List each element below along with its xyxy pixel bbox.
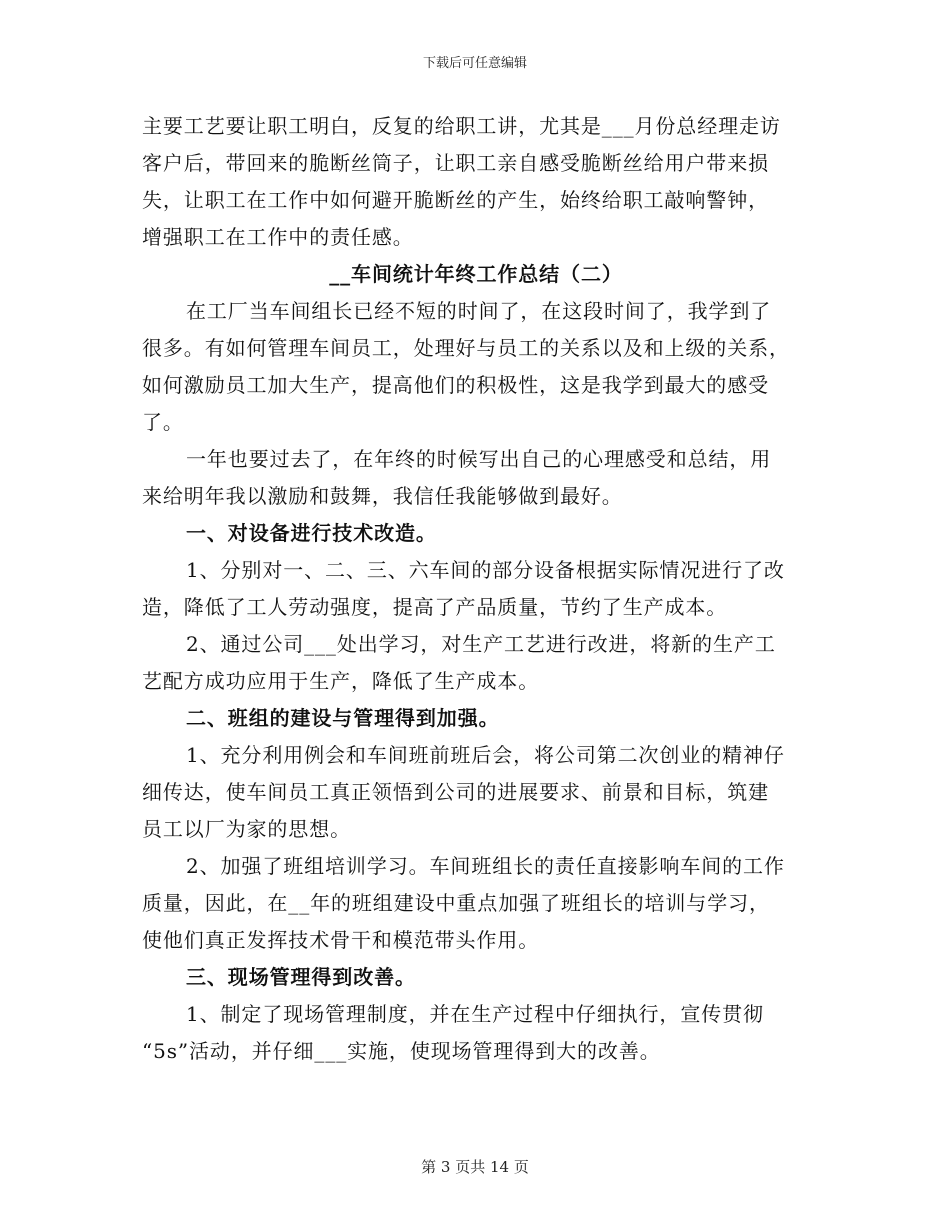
- text-line: 1、制定了现场管理制度，并在生产过程中仔细执行，宣传贯彻: [186, 1002, 764, 1026]
- text-line: 了。: [142, 410, 184, 434]
- text-line: 艺配方成功应用于生产，降低了生产成本。: [142, 669, 540, 693]
- text-line: 造，降低了工人劳动强度，提高了产品质量，节约了生产成本。: [142, 595, 728, 619]
- section-heading: 三、现场管理得到改善。: [186, 965, 416, 989]
- text-line: 2、加强了班组培训学习。车间班组长的责任直接影响车间的工作: [186, 854, 785, 878]
- page-footer: 第 3 页共 14 页: [421, 1158, 529, 1176]
- text-line: 1、充分利用例会和车间班前班后会，将公司第二次创业的精神仔: [186, 743, 785, 767]
- section-title: __车间统计年终工作总结（二）: [329, 262, 623, 286]
- text-line: 1、分别对一、二、三、六车间的部分设备根据实际情况进行了改: [186, 558, 785, 582]
- document-body: [142, 108, 810, 1070]
- text-line: 主要工艺要让职工明白，反复的给职工讲，尤其是___月份总经理走访: [142, 114, 781, 138]
- text-line: 一年也要过去了，在年终的时候写出自己的心理感受和总结，用: [186, 447, 772, 471]
- section-heading: 二、班组的建设与管理得到加强。: [186, 706, 500, 730]
- text-line: 使他们真正发挥技术骨干和模范带头作用。: [142, 928, 540, 952]
- text-line: “5s”活动，并仔细___实施，使现场管理得到大的改善。: [142, 1039, 661, 1063]
- text-line: 员工以厂为家的思想。: [142, 817, 351, 841]
- text-line: 在工厂当车间组长已经不短的时间了，在这段时间了，我学到了: [186, 299, 772, 323]
- text-line: 质量，因此，在__年的班组建设中重点加强了班组长的培训与学习，: [142, 891, 770, 915]
- text-line: 增强职工在工作中的责任感。: [142, 225, 414, 249]
- text-line: 很多。有如何管理车间员工，处理好与员工的关系以及和上级的关系，: [142, 336, 790, 360]
- text-line: 2、通过公司___处出学习，对生产工艺进行改进，将新的生产工: [186, 632, 776, 656]
- text-line: 客户后，带回来的脆断丝筒子，让职工亲自感受脆断丝给用户带来损: [142, 151, 769, 175]
- text-line: 如何激励员工加大生产，提高他们的积极性，这是我学到最大的感受: [142, 373, 769, 397]
- text-line: 细传达，使车间员工真正领悟到公司的进展要求、前景和目标，筑建: [142, 780, 769, 804]
- text-line: 来给明年我以激励和鼓舞，我信任我能够做到最好。: [142, 484, 623, 508]
- section-heading: 一、对设备进行技术改造。: [186, 521, 437, 545]
- text-line: 失，让职工在工作中如何避开脆断丝的产生，始终给职工敲响警钟，: [142, 188, 769, 212]
- page-header: 下载后可任意编辑: [422, 56, 527, 71]
